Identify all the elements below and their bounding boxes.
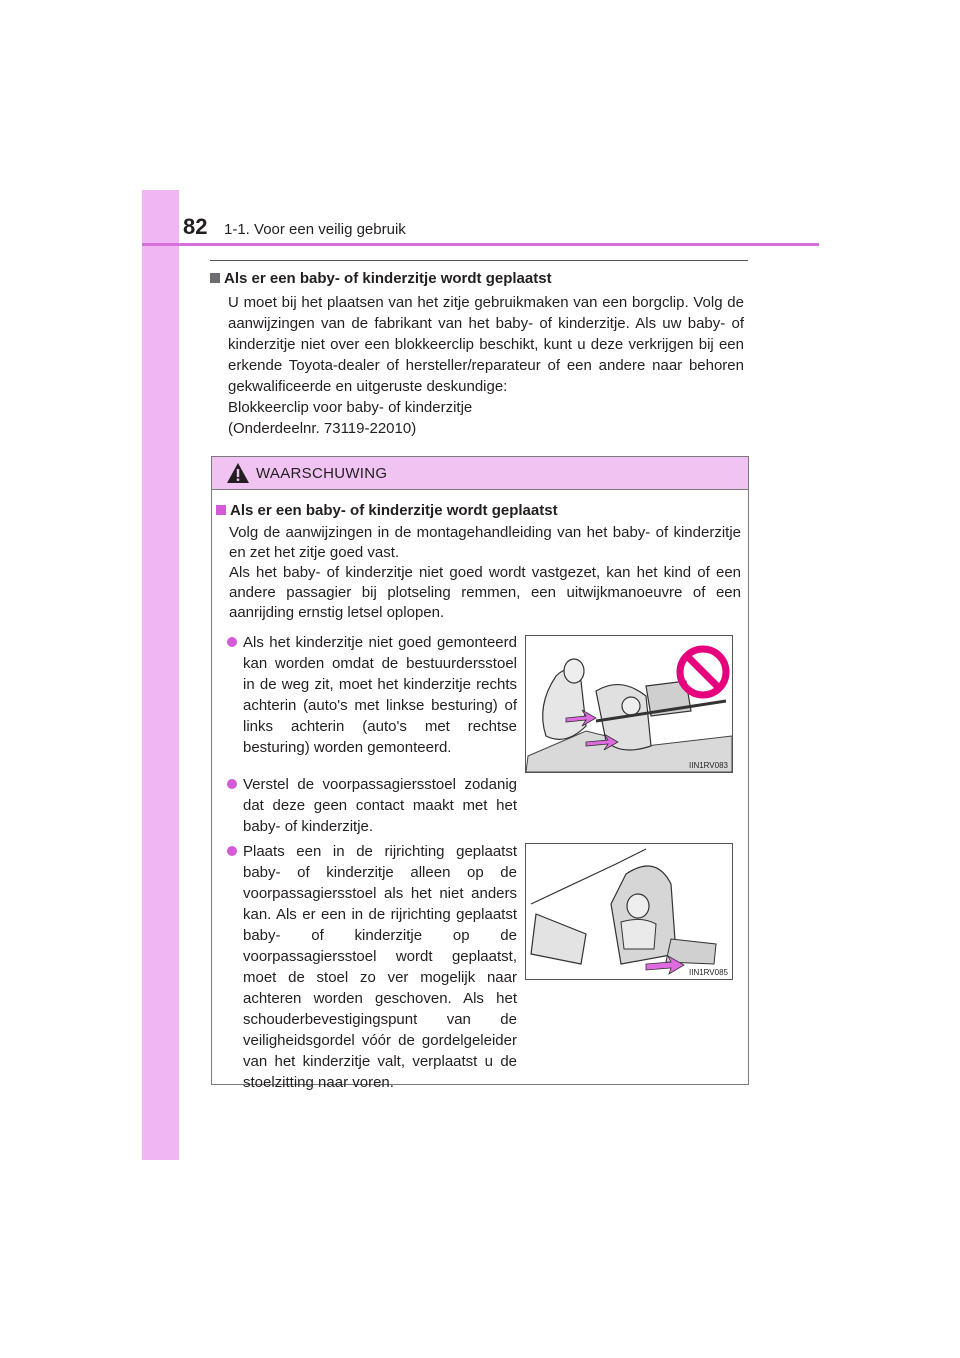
warning-bullet-text: Plaats een in de rijrichting geplaatst baby- of kinderzitje alleen op de voorpassagiersstoel als het niet anders kan. Als er een in de rijrichting geplaatst baby- of kinderzitje op de voorpassagiersstoel wordt geplaatst, moet de stoel zo ver mogelijk naar achteren worden geschoven. Als het schouderbevestigingspunt van de veiligheidsgordel vóór de gordelgeleider van het kinderzitje valt, verplaatst u de stoelzitting naar voren.: [243, 843, 517, 1091]
warning-triangle-icon: [226, 462, 250, 484]
warning-bullet: [227, 841, 517, 1093]
illustration-drawing: [526, 844, 732, 979]
section-heading-text: Als er een baby- of kinderzitje wordt geplaatst: [224, 270, 552, 287]
divider: [210, 260, 748, 261]
warning-paragraph: [229, 523, 741, 623]
figure-code: IIN1RV085: [689, 968, 728, 977]
warning-heading-text: Als er een baby- of kinderzitje wordt geplaatst: [230, 502, 558, 519]
warning-bullet: [227, 774, 517, 837]
illustration-rear-facing-seat: [525, 635, 733, 773]
section-title: 1-1. Voor een veilig gebruik: [224, 221, 406, 238]
page-number: 82: [183, 214, 208, 239]
illustration-drawing: [526, 636, 732, 772]
warning-box: [211, 456, 749, 1091]
intro-paragraph: U moet bij het plaatsen van het zitje gebruikmaken van een borgclip. Volg de aanwijzingen van de fabrikant van het baby- of kinderzitje. Als uw baby- of kinderzitje niet over een blokkeerclip beschikt, kunt u deze verkrijgen bij een erkende Toyota-dealer of hersteller/reparateur of een andere naar behoren gekwalificeerde en uitgeruste deskundige:: [228, 294, 744, 395]
warning-heading: [216, 502, 558, 519]
warning-bullet-text: Verstel de voorpassagiersstoel zodanig dat deze geen contact maakt met het baby- of kinderzitje.: [243, 776, 517, 835]
warning-paragraph-2: Als het baby- of kinderzitje niet goed wordt vastgezet, kan het kind of een andere passagier bij plotseling remmen, een uitwijkmanoeuvre of een aanrijding ernstig letsel oplopen.: [229, 564, 741, 621]
round-bullet-icon: [227, 779, 237, 789]
warning-title: WAARSCHUWING: [256, 465, 388, 482]
part-number-paragraph: [228, 397, 744, 439]
part-name: Blokkeerclip voor baby- of kinderzitje: [228, 399, 473, 416]
warning-bullet: [227, 632, 517, 758]
round-bullet-icon: [227, 637, 237, 647]
side-tab-strip: [142, 190, 179, 1160]
margin-top: [142, 0, 179, 190]
warning-bullet-text: Als het kinderzitje niet goed gemonteerd kan worden omdat de bestuurdersstoel in de weg zit, moet het kinderzitje rechts achterin (auto's met linkse besturing) of links achterin (auto's met rechtse besturing) worden gemonteerd.: [243, 634, 517, 756]
section-heading: [210, 270, 552, 287]
figure-code: IIN1RV083: [689, 761, 728, 770]
warning-header: [212, 457, 748, 490]
square-bullet-icon: [216, 505, 226, 515]
illustration-forward-facing-seat: [525, 843, 733, 980]
round-bullet-icon: [227, 846, 237, 856]
square-bullet-icon: [210, 273, 220, 283]
part-number: (Onderdeelnr. 73119-22010): [228, 420, 417, 437]
warning-paragraph-1: Volg de aanwijzingen in de montagehandleiding van het baby- of kinderzitje en zet het zitje goed vast.: [229, 524, 741, 561]
header-rule: [142, 243, 819, 246]
